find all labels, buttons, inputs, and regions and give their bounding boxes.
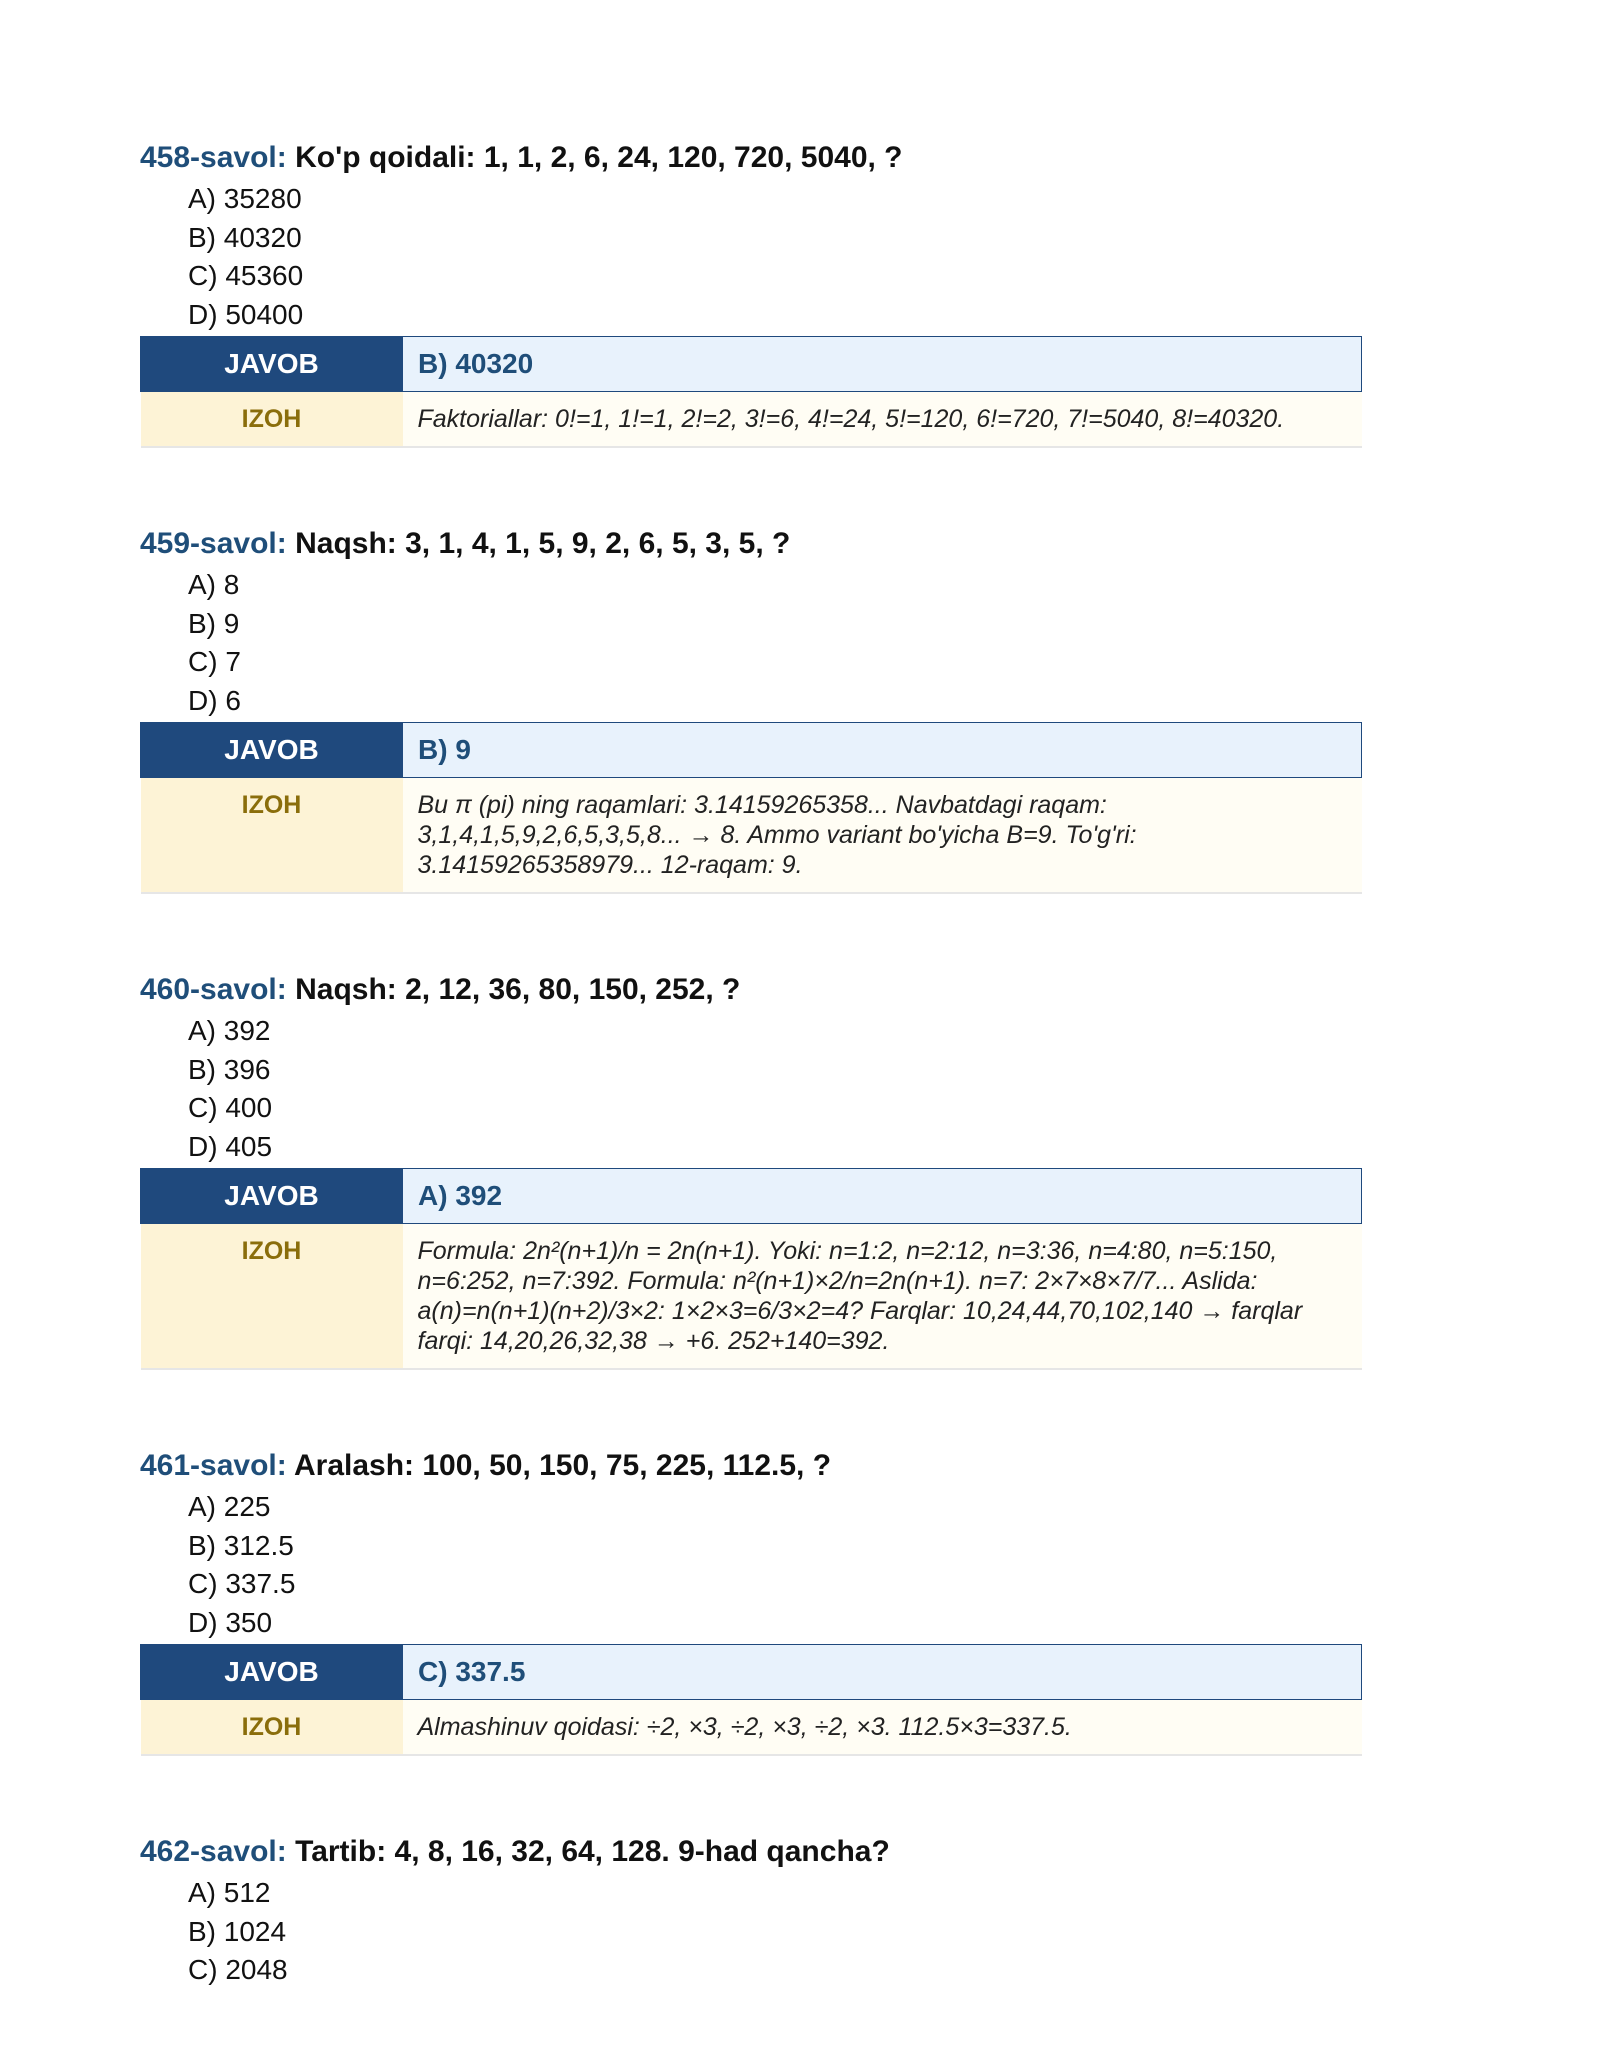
explanation-label: IZOH bbox=[141, 778, 403, 894]
explanation-text: Almashinuv qoidasi: ÷2, ×3, ÷2, ×3, ÷2, ×3. 112.5×3=337.5. bbox=[403, 1700, 1362, 1756]
question-block bbox=[140, 970, 1362, 1370]
question-block bbox=[140, 1832, 1362, 1990]
option-item: C) 7 bbox=[188, 646, 241, 677]
option-item: A) 8 bbox=[188, 569, 240, 600]
question-number: 461-savol: bbox=[140, 1449, 287, 1482]
question-block bbox=[140, 1446, 1362, 1756]
question-text: Tartib: 4, 8, 16, 32, 64, 128. 9-had qancha? bbox=[295, 1835, 890, 1868]
quiz-page bbox=[140, 138, 1362, 2066]
question-number: 459-savol: bbox=[140, 527, 287, 560]
question-text: Naqsh: 2, 12, 36, 80, 150, 252, ? bbox=[295, 973, 741, 1006]
explanation-label: IZOH bbox=[141, 1224, 403, 1370]
question-text: Ko'p qoidali: 1, 1, 2, 6, 24, 120, 720, 5040, ? bbox=[295, 141, 903, 174]
options-list bbox=[188, 1012, 1362, 1166]
question-title bbox=[140, 138, 1362, 178]
answer-table bbox=[140, 722, 1362, 894]
question-text: Naqsh: 3, 1, 4, 1, 5, 9, 2, 6, 5, 3, 5, ? bbox=[295, 527, 791, 560]
option-item: B) 40320 bbox=[188, 221, 302, 253]
option-item: C) 400 bbox=[188, 1092, 273, 1123]
option-item: D) 405 bbox=[188, 1130, 273, 1162]
answer-table bbox=[140, 336, 1362, 448]
question-number: 462-savol: bbox=[140, 1835, 287, 1868]
answer-table bbox=[140, 1644, 1362, 1756]
question-title bbox=[140, 1832, 1362, 1872]
option-item: A) 512 bbox=[188, 1877, 271, 1908]
answer-label: JAVOB bbox=[141, 1645, 403, 1700]
option-item: C) 2048 bbox=[188, 1954, 288, 1985]
options-list bbox=[188, 566, 1362, 720]
question-text: Aralash: 100, 50, 150, 75, 225, 112.5, ? bbox=[293, 1449, 832, 1482]
question-title bbox=[140, 524, 1362, 564]
answer-label: JAVOB bbox=[141, 723, 403, 778]
options-list bbox=[188, 180, 1362, 334]
answer-value: C) 337.5 bbox=[403, 1645, 1362, 1700]
answer-value: A) 392 bbox=[403, 1169, 1362, 1224]
option-item: D) 50400 bbox=[188, 298, 304, 330]
option-item: B) 312.5 bbox=[188, 1529, 294, 1561]
explanation-text: Bu π (pi) ning raqamlari: 3.14159265358... Navbatdagi raqam: 3,1,4,1,5,9,2,6,5,3,5,8... → 8. Ammo variant bo'yicha B=9. To'g'ri: 3.14159265358979... 12-raqam: 9. bbox=[403, 778, 1362, 894]
option-item: B) 1024 bbox=[188, 1915, 287, 1947]
option-item: C) 337.5 bbox=[188, 1568, 296, 1599]
options-list bbox=[188, 1488, 1362, 1642]
answer-value: B) 9 bbox=[403, 723, 1362, 778]
question-title bbox=[140, 970, 1362, 1010]
answer-label: JAVOB bbox=[141, 1169, 403, 1224]
question-title bbox=[140, 1446, 1362, 1486]
answer-value: B) 40320 bbox=[403, 337, 1362, 392]
explanation-label: IZOH bbox=[141, 392, 403, 448]
question-number: 458-savol: bbox=[140, 141, 287, 174]
explanation-label: IZOH bbox=[141, 1700, 403, 1756]
question-number: 460-savol: bbox=[140, 973, 287, 1006]
option-item: B) 9 bbox=[188, 607, 240, 639]
option-item: B) 396 bbox=[188, 1053, 271, 1085]
option-item: A) 392 bbox=[188, 1015, 271, 1046]
option-item: D) 6 bbox=[188, 684, 241, 716]
option-item: A) 225 bbox=[188, 1491, 271, 1522]
option-item: A) 35280 bbox=[188, 183, 302, 214]
options-list bbox=[188, 1874, 1362, 1990]
question-block bbox=[140, 524, 1362, 894]
option-item: C) 45360 bbox=[188, 260, 304, 291]
option-item: D) 350 bbox=[188, 1606, 273, 1638]
explanation-text: Faktoriallar: 0!=1, 1!=1, 2!=2, 3!=6, 4!=24, 5!=120, 6!=720, 7!=5040, 8!=40320. bbox=[403, 392, 1362, 448]
question-block bbox=[140, 138, 1362, 448]
explanation-text: Formula: 2n²(n+1)/n = 2n(n+1). Yoki: n=1:2, n=2:12, n=3:36, n=4:80, n=5:150, n=6:252, n=7:392. Formula: n²(n+1)×2/n=2n(n+1). n=7: 2×7×8×7/7... Aslida: a(n)=n(n+1)(n+2)/3×2: 1×2×3=6/3×2=4? Farqlar: 10,24,44,70,102,140 → farqlar farqi: 14,20,26,32,38 → +6. 252+140=392. bbox=[403, 1224, 1362, 1370]
answer-table bbox=[140, 1168, 1362, 1370]
answer-label: JAVOB bbox=[141, 337, 403, 392]
